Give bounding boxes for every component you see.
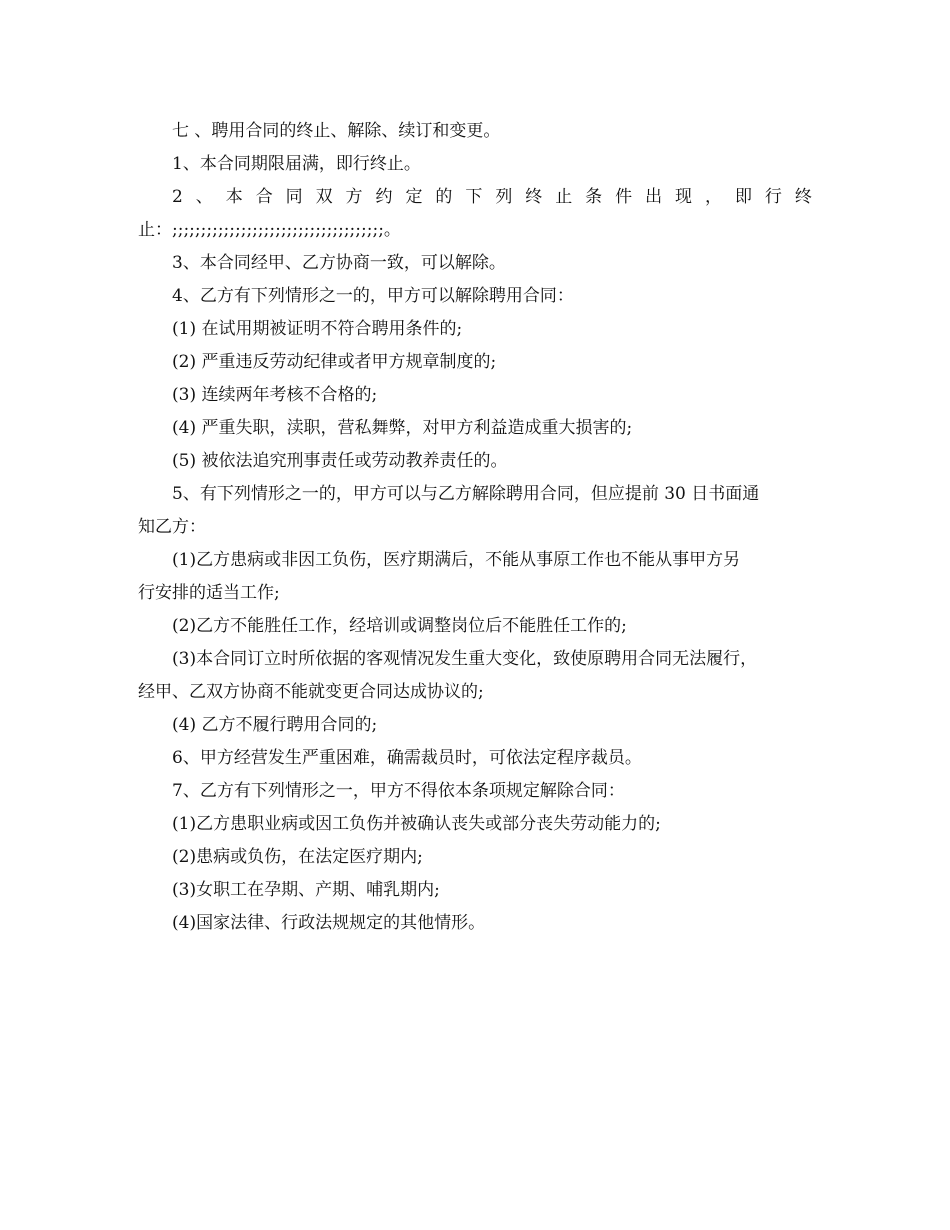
paragraph-continuation: 知乙方： [138,517,206,537]
paragraph-spread: 2 、 本 合 同 双 方 约 定 的 下 列 终 止 条 件 出 现 ， 即 行 终 [172,187,812,207]
paragraph-continuation: 止：;;;;;;;;;;;;;;;;;;;;;;;;;;;;;;;;;;;;;。 [138,220,401,240]
list-item: (3) 连续两年考核不合格的; [172,385,378,405]
list-item: (4) 乙方不履行聘用合同的; [172,715,378,735]
list-item: (2)患病或负伤，在法定医疗期内; [172,847,423,867]
paragraph: 4、乙方有下列情形之一的，甲方可以解除聘用合同： [172,286,574,306]
list-item: (3)女职工在孕期、产期、哺乳期内; [172,880,440,900]
list-item: (1)乙方患职业病或因工负伤并被确认丧失或部分丧失劳动能力的; [172,814,661,834]
list-item: (1)乙方患病或非因工负伤，医疗期满后，不能从事原工作也不能从事甲方另 [172,550,741,570]
paragraph: 6、甲方经营发生严重困难，确需裁员时，可依法定程序裁员。 [172,748,642,768]
paragraph: 5、有下列情形之一的，甲方可以与乙方解除聘用合同，但应提前 30 日书面通 [172,484,760,504]
paragraph: 1、本合同期限届满，即行终止。 [172,154,421,174]
list-item-continuation: 经甲、乙双方协商不能就变更合同达成协议的; [138,682,484,702]
list-item: (5) 被依法追究刑事责任或劳动教养责任的。 [172,451,508,471]
paragraph: 7、乙方有下列情形之一，甲方不得依本条项规定解除合同： [172,781,625,801]
list-item: (4)国家法律、行政法规规定的其他情形。 [172,913,486,933]
list-item: (2) 严重违反劳动纪律或者甲方规章制度的; [172,352,497,372]
list-item: (3)本合同订立时所依据的客观情况发生重大变化，致使原聘用合同无法履行， [172,649,758,669]
list-item: (4) 严重失职，渎职，营私舞弊，对甲方利益造成重大损害的; [172,418,633,438]
paragraph: 3、本合同经甲、乙方协商一致，可以解除。 [172,253,506,273]
list-item: (1) 在试用期被证明不符合聘用条件的; [172,319,463,339]
list-item-continuation: 行安排的适当工作; [138,583,280,603]
section-heading: 七 、聘用合同的终止、解除、续订和变更。 [172,121,501,141]
list-item: (2)乙方不能胜任工作，经培训或调整岗位后不能胜任工作的; [172,616,627,636]
